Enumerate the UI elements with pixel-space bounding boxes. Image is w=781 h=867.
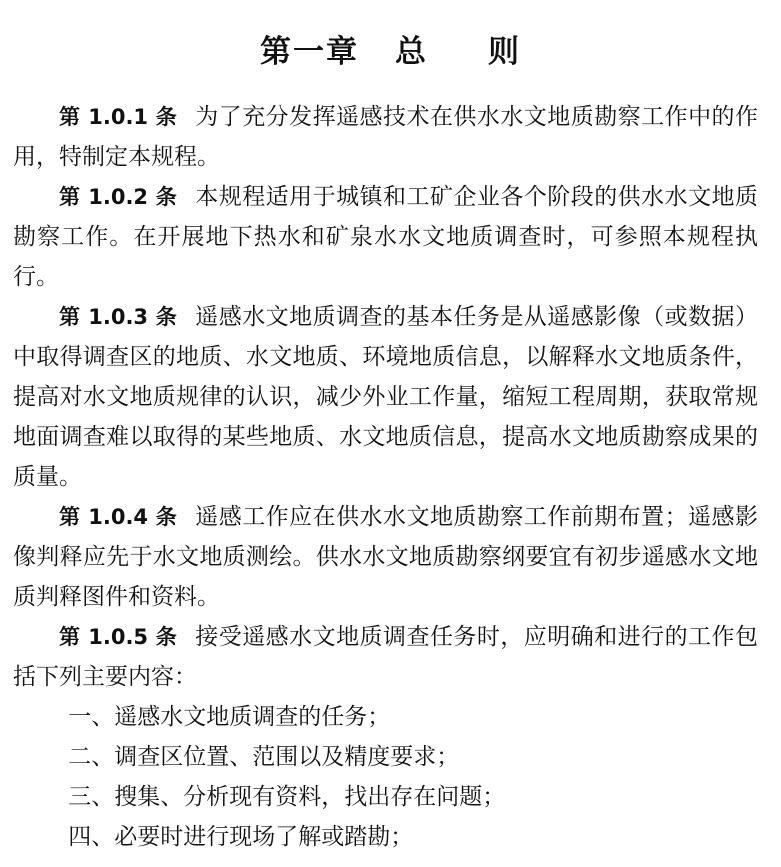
- article-label: 第 1.0.2 条: [59, 185, 178, 209]
- chapter-number: 第一章: [260, 34, 359, 70]
- article-1-0-2: [13, 177, 758, 297]
- article-text: 本规程适用于城镇和工矿企业各个阶段的供水水文地质勘察工作。在开展地下热水和矿泉水水文地质调查时，可参照本规程执行。: [13, 184, 758, 290]
- chapter-title-part2: 则: [488, 34, 521, 70]
- chapter-title-part1: 总: [395, 34, 428, 70]
- article-1-0-4: [13, 497, 758, 617]
- article-label: 第 1.0.1 条: [59, 105, 178, 129]
- article-text: 为了充分发挥遥感技术在供水水文地质勘察工作中的作用，特制定本规程。: [13, 104, 758, 170]
- article-1-0-1: [13, 97, 758, 177]
- list-item: 四、必要时进行现场了解或踏勘；: [68, 824, 414, 850]
- list-item: 三、搜集、分析现有资料，找出存在问题；: [68, 784, 506, 810]
- article-label: 第 1.0.5 条: [59, 625, 178, 649]
- article-1-0-3: [13, 297, 758, 497]
- chapter-body: [13, 97, 758, 857]
- article-text: 接受遥感水文地质调查任务时，应明确和进行的工作包括下列主要内容：: [13, 624, 758, 690]
- chapter-title: [0, 26, 781, 71]
- article-label: 第 1.0.3 条: [59, 305, 178, 329]
- list-item: 一、遥感水文地质调查的任务；: [68, 704, 391, 730]
- article-text: 遥感工作应在供水水文地质勘察工作前期布置；遥感影像判释应先于水文地质测绘。供水水文地质勘察纲要宜有初步遥感水文地质判释图件和资料。: [13, 504, 758, 610]
- article-label: 第 1.0.4 条: [59, 505, 178, 529]
- list-item: 二、调查区位置、范围以及精度要求；: [68, 744, 460, 770]
- article-text: 遥感水文地质调查的基本任务是从遥感影像（或数据）中取得调查区的地质、水文地质、环境地质信息，以解释水文地质条件，提高对水文地质规律的认识，减少外业工作量，缩短工程周期，获取常规地面调查难以取得的某些地质、水文地质信息，提高水文地质勘察成果的质量。: [13, 304, 758, 490]
- article-1-0-5: [13, 617, 758, 697]
